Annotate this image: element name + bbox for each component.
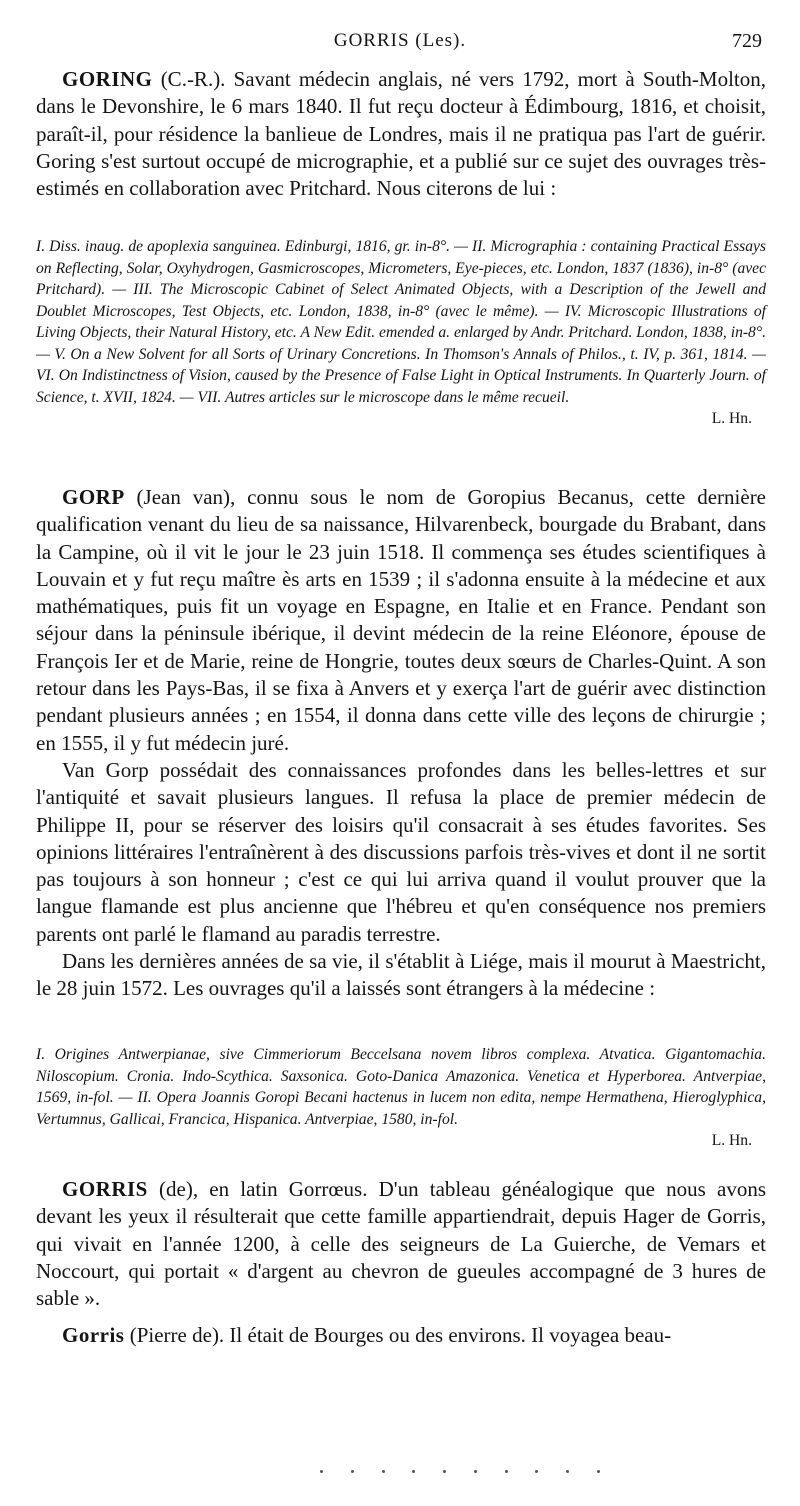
article-gorris-pierre	[36, 1322, 766, 1349]
bibliography: I. Diss. inaug. de apoplexia sanguinea. Edinburgi, 1816, gr. in-8°. — II. Micrographia : containing Practical Essays on Reflecting, Solar, Oxyhydrogen, Gasmicroscopes, Micrometers, Eye-pieces, etc. London, 1837 (1836), in-8° (avec Pritchard). — III. The Microscopic Cabinet of Select Animated Objects, with a Description of the Jewell and Doublet Microscopes, Test Objects, etc. London, 1838, in-8° (avec le même). — IV. Microscopic Illustrations of Living Objects, their Natural History, etc. A New Edit. emended a. enlarged by Andr. Pritchard. London, 1838, in-8°. — V. On a New Solvent for all Sorts of Urinary Concretions. In Thomson's Annals of Philos., t. IV, p. 361, 1814. — VI. On Indistinctness of Vision, caused by the Presence of False Light in Optical Instruments. In Quarterly Journ. of Science, t. XVII, 1824. — VII. Autres articles sur le microscope dans le même recueil.	[36, 238, 766, 406]
entry-text: (de), en latin Gorrœus. D'un tableau généalogique que nous avons devant les yeux il résulterait que cette famille appartiendrait, depuis Hager de Gorris, qui vivait en l'année 1200, à celle des seigneurs de La Guierche, de Vemars et Noccourt, qui portait « d'argent au chevron de gueules accompagné de 3 hures de sable ».	[36, 1177, 766, 1311]
entry-heading: GORP	[62, 485, 125, 509]
entry-text: (Jean van), connu sous le nom de Goropius Becanus, cette dernière qualification venant du lieu de sa naissance, Hilvarenbeck, bourgade du Brabant, dans la Campine, où il vit le jour le 23 juin 1518. Il commença ses études scientifiques à Louvain et y fut reçu maître ès arts en 1539 ; il s'adonna ensuite à la médecine et aux mathématiques, puis fit un voyage en Espagne, en Italie et en France. Pendant son séjour dans la péninsule ibérique, il devint médecin de la reine Eléonore, épouse de François Ier et de Marie, reine de Hongrie, toutes deux sœurs de Charles-Quint. A son retour dans les Pays-Bas, il se fixa à Anvers et y exerça l'art de guérir avec distinction pendant plusieurs années ; en 1554, il donna dans cette ville des leçons de chirurgie ; en 1555, il y fut médecin juré.	[36, 485, 767, 755]
article-gorris-de	[36, 1176, 766, 1312]
entry-heading: GORING	[62, 67, 153, 91]
bottom-rule-dots	[320, 1470, 600, 1474]
entry-heading: Gorris	[62, 1323, 125, 1347]
paragraph: Van Gorp possédait des connaissances profondes dans les belles-lettres et sur l'antiquité et savait plusieurs langues. Il refusa la place de premier médecin de Philippe II, pour se réserver des loisirs qu'il consacrait à ses études favorites. Ses opinions littéraires l'entraînèrent à des discussions parfois très-vives et dont il ne sortit pas toujours à son honneur ; c'est ce qui lui arriva quand il voulut prouver que la langue flamande est plus ancienne que l'hébreu et qu'en conséquence nos premiers parents ont parlé le flamand au paradis terrestre.	[36, 757, 766, 946]
article-gorp	[36, 484, 766, 1003]
goring-bibliography-block	[36, 236, 766, 430]
paragraph: Dans les dernières années de sa vie, il s'établit à Liége, mais il mourut à Maestricht, le 28 juin 1572. Les ouvrages qu'il a laissés sont étrangers à la médecine :	[36, 949, 766, 1001]
running-title: GORRIS (Les).	[333, 30, 467, 51]
article-goring	[36, 66, 766, 202]
author-signature: L. Hn.	[711, 1132, 752, 1149]
author-signature: L. Hn.	[711, 410, 752, 427]
running-header	[0, 30, 800, 62]
entry-text: (Pierre de). Il était de Bourges ou des environs. Il voyagea beau-	[129, 1323, 672, 1347]
gorp-bibliography-block	[36, 1044, 766, 1152]
entry-heading: GORRIS	[62, 1177, 148, 1201]
entry-text: (C.-R.). Savant médecin anglais, né vers 1792, mort à South-Molton, dans le Devonshire, le 6 mars 1840. Il fut reçu docteur à Édimbourg, 1816, et choisit, paraît-il, pour résidence la banlieue de Londres, mais il ne pratiqua pas l'art de guérir. Goring s'est surtout occupé de micrographie, et a publié sur ce sujet des ouvrages très-estimés en collaboration avec Pritchard. Nous citerons de lui :	[36, 67, 767, 201]
page-number: 729	[732, 30, 762, 52]
bibliography: I. Origines Antwerpianae, sive Cimmeriorum Beccelsana novem libros complexa. Atvatica. Gigantomachia. Niloscopium. Cronia. Indo-Scythica. Saxsonica. Goto-Danica Amazonica. Venetica et Hyperborea. Antverpiae, 1569, in-fol. — II. Opera Joannis Goropi Becani hactenus in lucem non edita, nempe Hermathena, Hieroglyphica, Vertumnus, Gallicai, Francica, Hispanica. Antverpiae, 1580, in-fol.	[36, 1046, 766, 1128]
